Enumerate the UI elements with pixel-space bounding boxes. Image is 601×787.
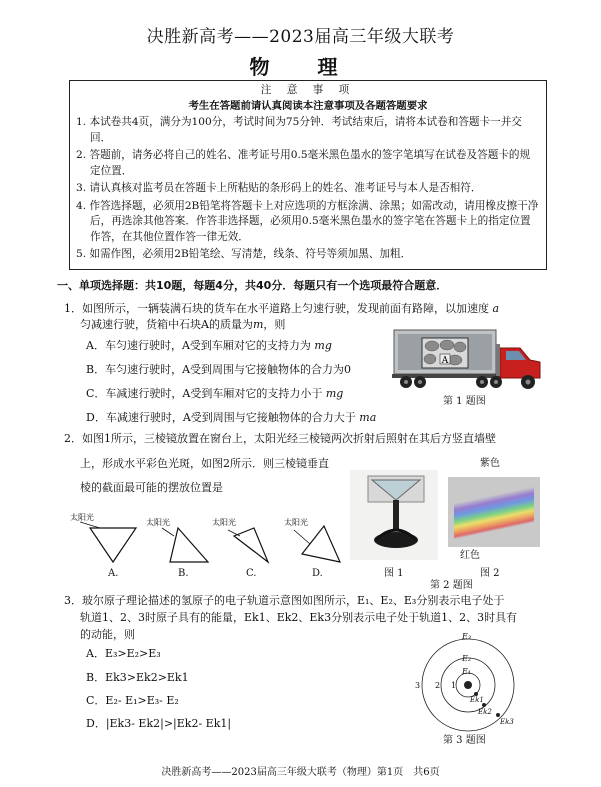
q1-stem1: 1．如图所示，一辆装满石块的货车在水平道路上匀速行驶，发现前面有路障，以加速度	[64, 302, 489, 315]
q2-caption: 第 2 题图	[430, 580, 473, 591]
q1-var-m: m	[252, 318, 264, 331]
notice-heading: 注 意 事 项	[260, 84, 356, 96]
notice-item: 1. 本试卷共4页，满分为100分，考试时间为75分钟．考试结束后，请将本试卷和答题卡一并交回．	[76, 116, 522, 144]
bohr-orbit-figure	[410, 630, 528, 738]
E1-label: E₁	[462, 667, 472, 676]
E2-label: E₂	[462, 654, 472, 663]
q3-stem3: 的动能，则	[80, 628, 135, 641]
section-heading: 一、单项选择题：共10题，每题4分，共40分．每题只有一个选项最符合题意．	[57, 279, 448, 292]
prism-photo	[350, 470, 438, 560]
q1-caption: 第 1 题图	[443, 396, 486, 407]
notice-item: 2. 答题前，请务必将自己的姓名、准考证号用0.5毫米黑色墨水的签字笔填写在试卷及答题卡的规定位置．	[76, 149, 531, 177]
notice-subheading: 考生在答题前请认真阅读本注意事项及各题答题要求	[188, 99, 428, 112]
notice-item: 3. 请认真核对监考员在答题卡上所粘贴的条形码上的姓名、准考证号与本人是否相符．	[76, 182, 482, 194]
sun-label-c: 太阳光	[212, 518, 236, 527]
q1-stem-line1	[64, 301, 544, 317]
Ek3-label: Ek3	[500, 718, 514, 726]
E3-label: E₃	[462, 632, 472, 641]
option-c-label: C.	[246, 568, 257, 579]
sun-label-b: 太阳光	[146, 518, 170, 527]
option-d-label: D.	[312, 568, 323, 579]
q2-stem3: 棱的截面最可能的摆放位置是	[80, 481, 223, 494]
fig1-label: 图 1	[384, 568, 404, 579]
q1-stem2: 匀减速行驶，货箱中石块A的质量为	[80, 318, 253, 331]
sun-label-a: 太阳光	[70, 513, 94, 522]
prism-c	[234, 528, 268, 562]
spectrum-photo	[448, 477, 540, 547]
q1-option-a: A．车匀速行驶时，A受到车厢对它的支持力为 mg	[86, 339, 332, 352]
q1-option-d: D．车减速行驶时，A受到周围与它接触物体的合力大于 ma	[86, 411, 377, 424]
notice-item: 4. 作答选择题，必须用2B铅笔将答题卡上对应选项的方框涂满、涂黑；如需改动，请用橡皮擦干净后，再选涂其他答案．作答非选择题，必须用0.5毫米黑色墨水的签字笔在答题卡上的指定位置作答，在其他位置作答一律无效．	[76, 199, 539, 243]
prism-a	[90, 528, 136, 562]
Ek1-label: Ek1	[470, 696, 484, 704]
subject-title: 物 理	[249, 55, 352, 79]
prism-b	[170, 528, 208, 562]
orbit-3-label: 3	[415, 681, 421, 690]
q3-option-d: D．|Ek3- Ek2|>|Ek2- Ek1|	[86, 717, 232, 730]
q3-option-b: B．Ek3>Ek2>Ek1	[86, 671, 189, 684]
q3-option-a: A．E₃>E₂>E₃	[86, 647, 161, 660]
exam-title: 决胜新高考——2023届高三年级大联考	[146, 27, 455, 47]
fig2-label: 图 2	[480, 568, 500, 579]
page-footer: 决胜新高考——2023届高三年级大联考（物理）第1页 共6页	[161, 767, 440, 778]
q1-stem2-end: ，则	[263, 318, 286, 331]
notice-box	[69, 80, 547, 270]
q1-var-a: a	[492, 302, 500, 315]
nucleus	[464, 681, 472, 689]
Ek2-label: Ek2	[478, 708, 492, 716]
notice-item: 5. 如需作图，必须用2B铅笔绘、写清楚，线条、符号等须加黑、加粗．	[76, 248, 412, 260]
prism-d	[302, 526, 340, 562]
q3-caption: 第 3 题图	[443, 735, 486, 746]
q1-stem-line2	[80, 317, 285, 333]
red-label: 红色	[460, 550, 480, 561]
q2-stem1: 2．如图1所示，三棱镜放置在窗台上，太阳光经三棱镜两次折射后照射在其后方竖直墙壁	[64, 432, 496, 445]
orbit-2-label: 2	[435, 681, 441, 690]
q1-option-b: B．车匀速行驶时，A受到周围与它接触物体的合力为0	[86, 363, 352, 376]
q3-stem1: 3．玻尔原子理论描述的氢原子的电子轨道示意图如图所示，E₁、E₂、E₃分别表示电子处于	[64, 594, 505, 607]
purple-label: 紫色	[480, 458, 500, 469]
orbit-1-label: 1	[451, 681, 457, 690]
prism-options-figure	[70, 510, 360, 580]
option-b-label: B.	[178, 568, 189, 579]
q1-option-c: C．车减速行驶时，A受到车厢对它的支持力小于 mg	[86, 387, 344, 400]
stone-a-label: A	[441, 356, 449, 366]
truck-figure	[392, 326, 542, 392]
sun-label-d: 太阳光	[284, 518, 308, 527]
spectrum-band	[454, 486, 534, 539]
q2-stem2: 上，形成水平彩色光斑，如图2所示．则三棱镜垂直	[80, 457, 329, 470]
option-a-label: A.	[108, 568, 119, 579]
q3-option-c: C．E₂- E₁>E₃- E₂	[86, 694, 179, 707]
q3-stem2: 轨道1、2、3时原子具有的能量，Ek1、Ek2、Ek3分别表示电子处于轨道1、2、3时具有	[80, 611, 518, 624]
